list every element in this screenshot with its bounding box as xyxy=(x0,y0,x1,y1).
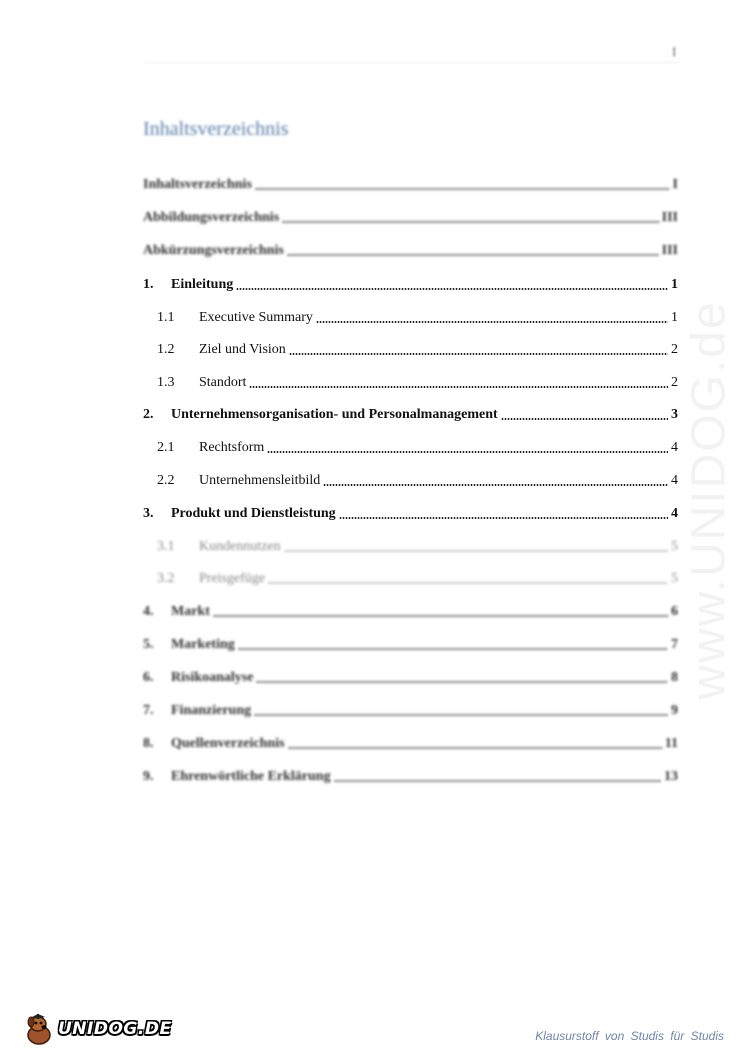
toc-entry[interactable] xyxy=(143,534,678,556)
header-rule xyxy=(143,62,680,63)
logo-text: UNIDOG.DE xyxy=(58,1019,172,1039)
toc-entry-label: Abkürzungsverzeichnis xyxy=(143,243,284,258)
dot-leader xyxy=(256,681,668,683)
toc-entry[interactable] xyxy=(143,238,678,260)
dot-leader xyxy=(287,254,659,256)
toc-entry-label: Unternehmensleitbild xyxy=(199,473,321,488)
dot-leader xyxy=(282,221,659,223)
toc-entry[interactable] xyxy=(143,205,678,227)
footer-tagline: Klausurstoff von Studis für Studis xyxy=(535,1029,724,1043)
toc-entry-page: 5 xyxy=(671,539,678,554)
dot-leader xyxy=(288,747,662,749)
toc-entry-page: 5 xyxy=(671,571,678,586)
toc-entry-label: Standort xyxy=(199,375,247,390)
toc-entry[interactable] xyxy=(143,599,678,621)
toc-entry-number: 2.1 xyxy=(157,440,175,455)
toc-entry[interactable] xyxy=(143,272,678,294)
toc-entry-page: 1 xyxy=(671,277,678,292)
toc-entry-page: 2 xyxy=(671,375,678,390)
toc-entry-label: Einleitung xyxy=(171,277,234,292)
toc-entry-page: 7 xyxy=(671,637,678,652)
toc-entry-number: 5. xyxy=(143,637,154,652)
dot-leader xyxy=(267,451,668,453)
toc-entry-label: Inhaltsverzeichnis xyxy=(143,177,252,192)
toc-entry-page: 3 xyxy=(671,407,678,422)
toc-entry-page: 8 xyxy=(671,670,678,685)
toc-entry-number: 3. xyxy=(143,506,154,521)
toc-entry[interactable] xyxy=(143,305,678,327)
toc-entry[interactable] xyxy=(143,632,678,654)
toc-entry-page: 13 xyxy=(664,769,678,784)
toc-entry-page: 2 xyxy=(671,342,678,357)
toc-entry[interactable] xyxy=(143,172,678,194)
toc-entry-number: 7. xyxy=(143,703,154,718)
dot-leader xyxy=(249,386,668,388)
toc-entry-number: 2. xyxy=(143,407,154,422)
toc-entry-label: Risikoanalyse xyxy=(171,670,254,685)
dot-leader xyxy=(213,615,668,617)
toc-entry[interactable] xyxy=(143,370,678,392)
dot-leader xyxy=(236,288,668,290)
toc-entry[interactable] xyxy=(143,665,678,687)
toc-entry-label: Preisgefüge xyxy=(199,571,266,586)
toc-entry-page: 1 xyxy=(671,310,678,325)
toc-entry-page: III xyxy=(661,243,678,258)
toc-entry-label: Kundennutzen xyxy=(199,539,281,554)
toc-entry-label: Abbildungsverzeichnis xyxy=(143,210,280,225)
toc-entry[interactable] xyxy=(143,337,678,359)
toc-entry-number: 6. xyxy=(143,670,154,685)
dot-leader xyxy=(289,353,668,355)
dot-leader xyxy=(339,517,668,519)
toc-entry[interactable] xyxy=(143,764,678,786)
toc-entry-number: 8. xyxy=(143,736,154,751)
toc-entry-label: Unternehmensorganisation- und Personalmanagement xyxy=(171,407,498,422)
toc-entry-page: III xyxy=(661,210,678,225)
dot-leader xyxy=(323,484,668,486)
toc-entry-number: 3.1 xyxy=(157,539,175,554)
toc-entry-label: Ehrenwörtliche Erklärung xyxy=(171,769,331,784)
dot-leader xyxy=(268,582,668,584)
watermark: www.UNIDOG.de xyxy=(682,300,736,700)
toc-entry-number: 1.2 xyxy=(157,342,175,357)
toc-entry-label: Executive Summary xyxy=(199,310,313,325)
toc-entry-label: Finanzierung xyxy=(171,703,252,718)
toc-entry-page: 9 xyxy=(671,703,678,718)
toc-entry-page: 4 xyxy=(671,440,678,455)
dot-leader xyxy=(255,188,670,190)
dot-leader xyxy=(334,780,661,782)
toc-entry-label: Produkt und Dienstleistung xyxy=(171,506,336,521)
toc-entry[interactable] xyxy=(143,698,678,720)
toc-entry-number: 2.2 xyxy=(157,473,175,488)
toc-entry[interactable] xyxy=(143,501,678,523)
dot-leader xyxy=(238,648,668,650)
toc-entry-number: 9. xyxy=(143,769,154,784)
toc-entry[interactable] xyxy=(143,731,678,753)
toc-entry-label: Marketing xyxy=(171,637,235,652)
toc-entry-page: 11 xyxy=(664,736,678,751)
footer-logo[interactable] xyxy=(24,1012,172,1046)
toc-entry-label: Markt xyxy=(171,604,210,619)
toc-entry-page: 4 xyxy=(671,506,678,521)
toc-entry-page: I xyxy=(672,177,678,192)
page-number: I xyxy=(672,44,677,59)
toc-entry-number: 3.2 xyxy=(157,571,175,586)
toc-entry[interactable] xyxy=(143,435,678,457)
toc-entry[interactable] xyxy=(143,566,678,588)
toc-entry-page: 4 xyxy=(671,473,678,488)
toc-entry-number: 1.1 xyxy=(157,310,175,325)
toc-entry[interactable] xyxy=(143,468,678,490)
dog-icon xyxy=(24,1013,54,1045)
toc-entry-label: Rechtsform xyxy=(199,440,265,455)
dot-leader xyxy=(284,550,668,552)
toc-entry[interactable] xyxy=(143,402,678,424)
toc-title: Inhaltsverzeichnis xyxy=(143,118,289,140)
toc-entry-page: 6 xyxy=(671,604,678,619)
dot-leader xyxy=(254,714,668,716)
toc-entry-number: 1. xyxy=(143,277,154,292)
dot-leader xyxy=(316,321,668,323)
toc-entry-number: 1.3 xyxy=(157,375,175,390)
dot-leader xyxy=(501,418,668,420)
toc-entry-number: 4. xyxy=(143,604,154,619)
toc-entry-label: Ziel und Vision xyxy=(199,342,286,357)
toc-entry-label: Quellenverzeichnis xyxy=(171,736,285,751)
